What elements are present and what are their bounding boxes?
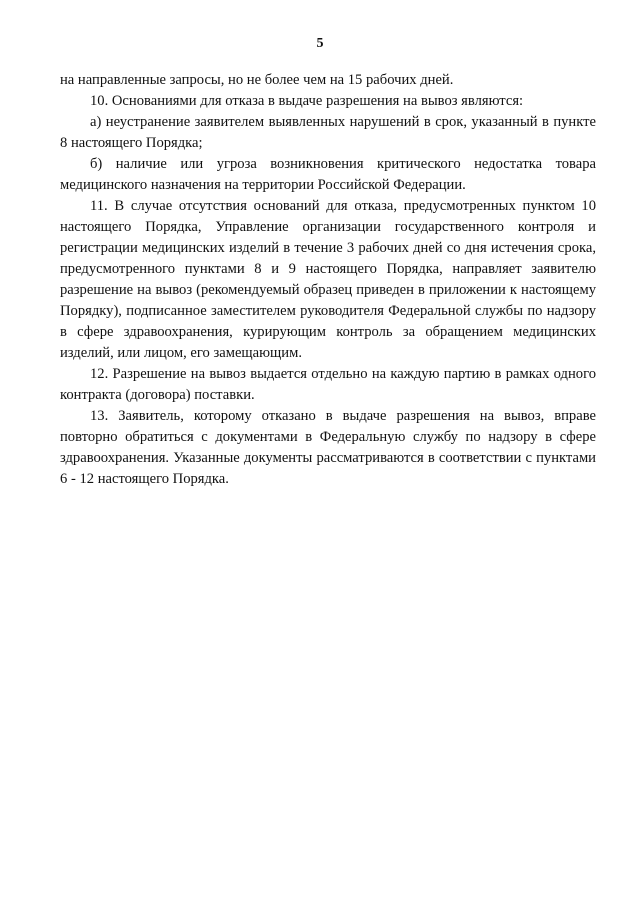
- page-number: 5: [316, 36, 324, 51]
- paragraph-continuation: на направленные запросы, но не более чем на 15 рабочих дней.: [60, 72, 454, 88]
- paragraph-10: 10. Основаниями для отказа в выдаче разрешения на вывоз являются:: [90, 93, 524, 109]
- document-body: [60, 70, 596, 490]
- paragraph-10-a: а) неустранение заявителем выявленных нарушений в срок, указанный в пункте 8 настоящего Порядка;: [60, 114, 596, 151]
- paragraph-11: 11. В случае отсутствия оснований для отказа, предусмотренных пунктом 10 настоящего Порядка, Управление организации государственного контроля и регистрации медицинских изделий в течение 3 рабочих дней со дня истечения срока, предусмотренного пунктами 8 и 9 настоящего Порядка, направляет заявителю разрешение на вывоз (рекомендуемый образец приведен в приложении к настоящему Порядку), подписанное заместителем руководителя Федеральной службы по надзору в сфере здравоохранения, курирующим контроль за обращением медицинских изделий, или лицом, его замещающим.: [60, 198, 596, 361]
- paragraph-10-b: б) наличие или угроза возникновения критического недостатка товара медицинского назначения на территории Российской Федерации.: [60, 156, 596, 193]
- paragraph-12: 12. Разрешение на вывоз выдается отдельно на каждую партию в рамках одного контракта (договора) поставки.: [60, 366, 596, 403]
- paragraph-13: 13. Заявитель, которому отказано в выдаче разрешения на вывоз, вправе повторно обратиться с документами в Федеральную службу по надзору в сфере здравоохранения. Указанные документы рассматриваются в соответствии с пунктами 6 - 12 настоящего Порядка.: [60, 408, 596, 487]
